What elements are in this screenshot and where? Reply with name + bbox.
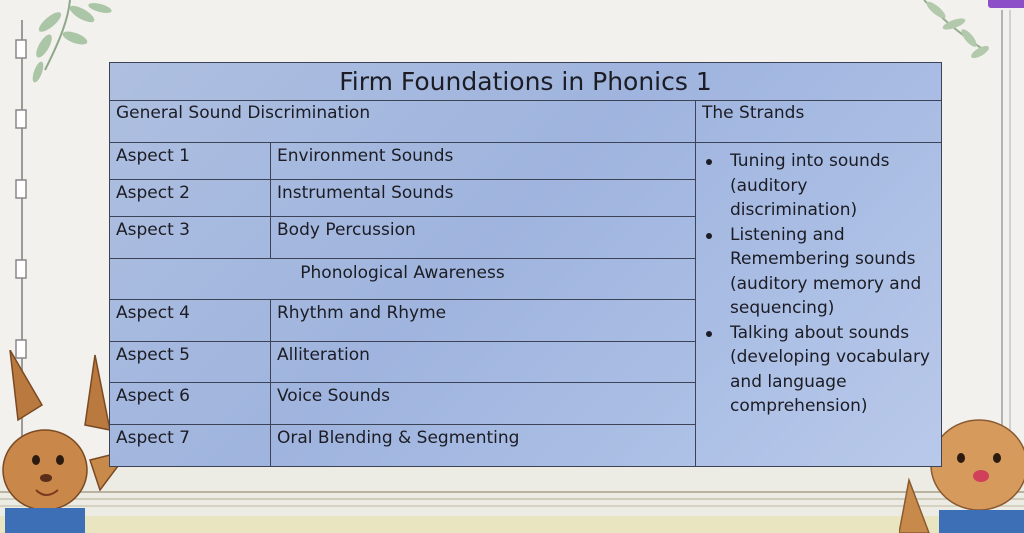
aspect-name: Oral Blending & Segmenting [271,425,696,467]
list-item: Talking about sounds (developing vocabulary and language comprehension) [704,321,937,419]
aspect-name: Environment Sounds [271,143,696,180]
strands-cell [696,143,942,467]
ground-illustration [0,466,1024,533]
aspect-name: Instrumental Sounds [271,180,696,217]
phonics-table [109,62,942,467]
aspect-name: Rhythm and Rhyme [271,300,696,342]
aspect-label: Aspect 5 [110,342,271,383]
aspect-name: Body Percussion [271,217,696,259]
list-item: Listening and Remembering sounds (auditory memory and sequencing) [704,223,937,321]
aspect-label: Aspect 1 [110,143,271,180]
aspect-name: Voice Sounds [271,383,696,425]
section-label-phonological: Phonological Awareness [110,259,696,300]
section-header-strands: The Strands [696,101,942,143]
table-title: Firm Foundations in Phonics 1 [110,63,942,101]
table-row [110,143,942,180]
list-item: Tuning into sounds (auditory discrimination) [704,149,937,223]
aspect-label: Aspect 7 [110,425,271,467]
aspect-label: Aspect 2 [110,180,271,217]
aspect-label: Aspect 6 [110,383,271,425]
aspect-label: Aspect 4 [110,300,271,342]
strands-list [704,149,937,419]
aspect-label: Aspect 3 [110,217,271,259]
section-header-general: General Sound Discrimination [110,101,696,143]
leaf-branch-icon [914,0,994,60]
aspect-name: Alliteration [271,342,696,383]
